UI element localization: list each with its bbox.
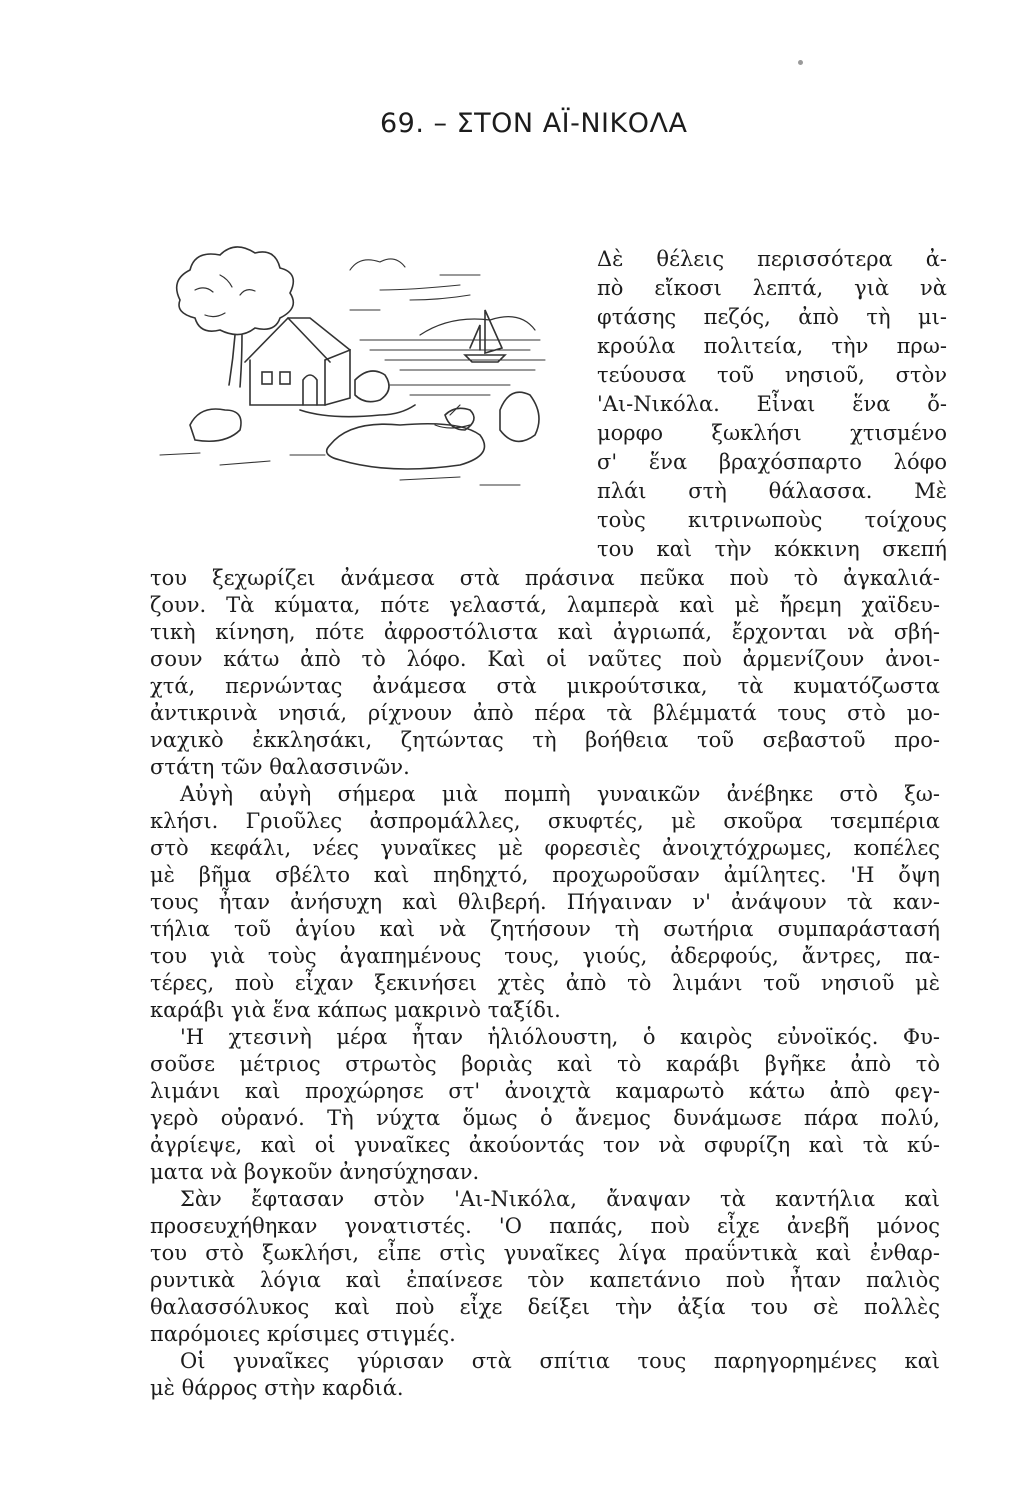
- body-line: κλήσι. Γριοῦλες ἀσπρομάλλες, σκυφτές, μὲ σκοῦρα τσεμπέρια: [150, 809, 940, 833]
- body-line: Αὐγὴ αὐγὴ σήμερα μιὰ πομπὴ γυναικῶν ἀνέβηκε στὸ ξω-: [180, 782, 940, 806]
- body-line: στάτη τῶν θαλασσινῶν.: [150, 755, 410, 779]
- body-line: λιμάνι καὶ προχώρησε στ' ἀνοιχτὰ καμαρωτὸ κάτω ἀπὸ φεγ-: [150, 1079, 940, 1103]
- column-line: τεύουσα τοῦ νησιοῦ, στὸν: [597, 363, 947, 387]
- column-line: πὸ εἴκοσι λεπτά, γιὰ νὰ: [597, 276, 947, 300]
- body-line: παρόμοιες κρίσιμες στιγμές.: [150, 1322, 456, 1346]
- body-line: σουν κάτω ἀπὸ τὸ λόφο. Καὶ οἱ ναῦτες ποὺ ἀρμενίζουν ἀνοι-: [150, 647, 940, 671]
- body-line: μὲ θάρρος στὴν καρδιά.: [150, 1376, 404, 1400]
- body-line: ζουν. Τὰ κύματα, πότε γελαστά, λαμπερὰ καὶ μὲ ἤρεμη χαϊδευ-: [150, 593, 940, 617]
- body-line: 'Η χτεσινὴ μέρα ἦταν ἡλιόλουστη, ὁ καιρὸς εὐνοϊκός. Φυ-: [180, 1025, 940, 1049]
- body-line: Σὰν ἔφτασαν στὸν 'Αι-Νικόλα, ἄναψαν τὰ καντήλια καὶ: [180, 1187, 940, 1211]
- body-line: τήλια τοῦ ἁγίου καὶ νὰ ζητήσουν τὴ σωτήρια συμπαράστασή: [150, 917, 940, 941]
- body-line: Οἱ γυναῖκες γύρισαν στὰ σπίτια τους παρηγορημένες καὶ: [180, 1349, 940, 1373]
- body-line: ρυντικὰ λόγια καὶ ἐπαίνεσε τὸν καπετάνιο ποὺ ἦταν παλιὸς: [150, 1268, 940, 1292]
- body-line: σοῦσε μέτριος στρωτὸς βοριὰς καὶ τὸ καράβι βγῆκε ἀπὸ τὸ: [150, 1052, 940, 1076]
- body-line: τικὴ κίνηση, πότε ἀφροστόλιστα καὶ ἀγριωπά, ἔρχονται νὰ σβή-: [150, 620, 940, 644]
- body-line: καράβι γιὰ ἕνα κάπως μακρινὸ ταξίδι.: [150, 998, 561, 1022]
- body-line: ἀγρίεψε, καὶ οἱ γυναῖκες ἀκούοντάς τον νὰ σφυρίζη καὶ τὰ κύ-: [150, 1133, 940, 1157]
- body-line: του γιὰ τοὺς ἀγαπημένους τους, γιούς, ἀδερφούς, ἄντρες, πα-: [150, 944, 940, 968]
- column-line: κρούλα πολιτεία, τὴν πρω-: [597, 334, 947, 358]
- body-line: στὸ κεφάλι, νέες γυναῖκες μὲ φορεσιὲς ἀνοιχτόχρωμες, κοπέλες: [150, 836, 940, 860]
- body-line: ναχικὸ ἐκκλησάκι, ζητώντας τὴ βοήθεια τοῦ σεβαστοῦ προ-: [150, 728, 940, 752]
- chapel-by-the-sea-sketch-icon: [150, 240, 560, 490]
- body-line: γερὸ οὐρανό. Τὴ νύχτα ὅμως ὁ ἄνεμος δυνάμωσε πάρα πολύ,: [150, 1106, 940, 1130]
- body-line: ματα νὰ βογκοῦν ἀνησύχησαν.: [150, 1160, 480, 1184]
- body-line: τέρες, ποὺ εἶχαν ξεκινήσει χτὲς ἀπὸ τὸ λιμάνι τοῦ νησιοῦ μὲ: [150, 971, 940, 995]
- column-line: πλάι στὴ θάλασσα. Μὲ: [597, 479, 947, 503]
- column-line: 'Αι-Νικόλα. Εἶναι ἕνα ὄ-: [597, 392, 947, 416]
- column-line: του καὶ τὴν κόκκινη σκεπή: [597, 537, 947, 561]
- body-line: προσευχήθηκαν γονατιστές. 'Ο παπάς, ποὺ εἶχε ἀνεβῆ μόνος: [150, 1214, 940, 1238]
- body-line: του ξεχωρίζει ἀνάμεσα στὰ πράσινα πεῦκα ποὺ τὸ ἀγκαλιά-: [150, 566, 940, 590]
- column-line: τοὺς κιτρινωποὺς τοίχους: [597, 508, 947, 532]
- body-line: του στὸ ξωκλήσι, εἶπε στὶς γυναῖκες λίγα πραΰντικὰ καὶ ἐνθαρ-: [150, 1241, 940, 1265]
- body-line: μὲ βῆμα σβέλτο καὶ πηδηχτό, προχωροῦσαν ἀμίλητες. 'Η ὄψη: [150, 863, 940, 887]
- page-speck: [798, 60, 803, 65]
- page-title: 69. – ΣΤΟΝ ΑΪ-ΝΙΚΟΛΑ: [380, 108, 688, 139]
- column-line: φτάσης πεζός, ἀπὸ τὴ μι-: [597, 305, 947, 329]
- body-line: θαλασσόλυκος καὶ ποὺ εἶχε δείξει τὴν ἀξία του σὲ πολλὲς: [150, 1295, 940, 1319]
- column-line: Δὲ θέλεις περισσότερα ἀ-: [597, 247, 947, 271]
- body-line: χτά, περνώντας ἀνάμεσα στὰ μικρούτσικα, τὰ κυματόζωστα: [150, 674, 940, 698]
- body-line: ἀντικρινὰ νησιά, ρίχνουν ἀπὸ πέρα τὰ βλέμματά τους στὸ μο-: [150, 701, 940, 725]
- column-line: σ' ἕνα βραχόσπαρτο λόφο: [597, 450, 947, 474]
- body-line: τους ἦταν ἀνήσυχη καὶ θλιβερή. Πήγαιναν ν' ἀνάψουν τὰ καν-: [150, 890, 940, 914]
- column-line: μορφο ξωκλήσι χτισμένο: [597, 421, 947, 445]
